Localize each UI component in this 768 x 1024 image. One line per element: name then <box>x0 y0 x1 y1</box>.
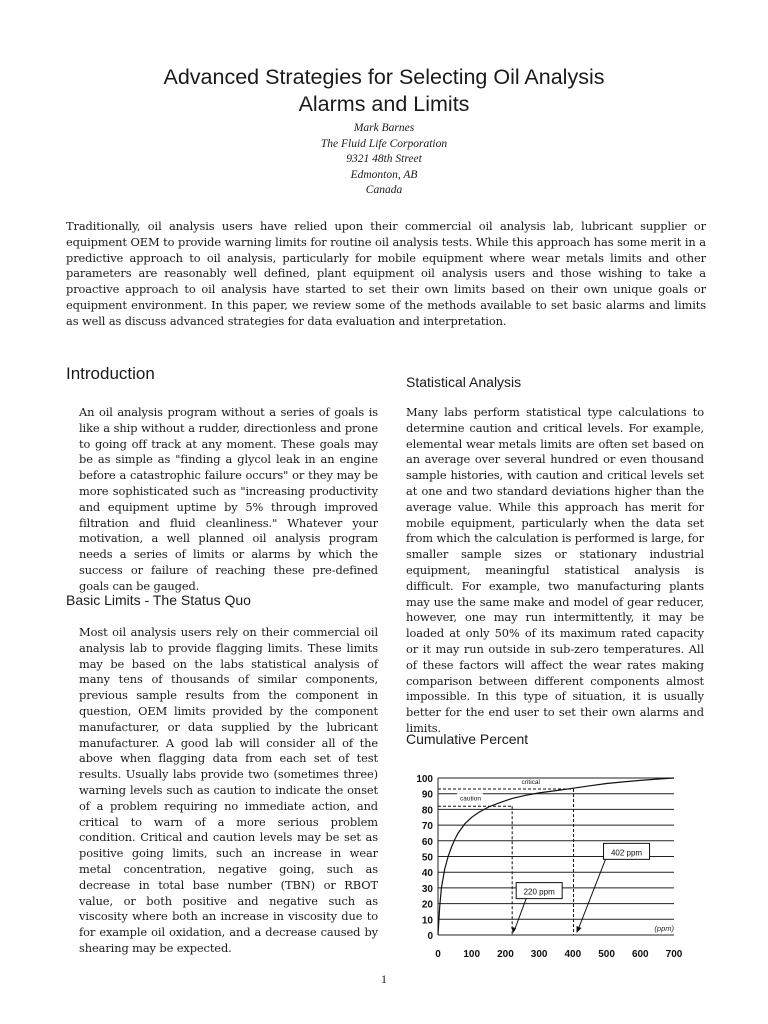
title-line-1: Advanced Strategies for Selecting Oil Analysis <box>163 65 605 89</box>
x-axis-label: (ppm) <box>654 924 674 933</box>
x-tick-label: 600 <box>631 949 649 960</box>
x-tick-label: 200 <box>497 949 514 960</box>
y-tick-label: 90 <box>421 789 433 801</box>
title-line-2: Alarms and Limits <box>298 92 470 116</box>
heading-basic-limits: Basic Limits - The Status Quo <box>66 592 251 608</box>
x-tick-label: 700 <box>665 949 683 960</box>
chart-svg <box>402 763 702 963</box>
y-tick-label: 10 <box>421 915 433 927</box>
y-tick-label: 0 <box>427 931 433 942</box>
statistical-analysis-text: Many labs perform statistical type calculations to determine caution and critical levels. For example, elemental wear metals limits are often set based on an average over several hundred or even thousand sample histories, with caution and critical levels set at one and two standard deviations higher than the average value. While this approach has merit for mobile equipment, particularly when the data set from which the calculation is performed is large, for smaller sample sizes or stationary industrial equipment, meaningful statistical analysis is difficult. For example, two manufacturing plants may use the same make and model of gear reducer, however, one may run intermittently, it may be loaded at only 50% of its maximum rated capacity or it may run outside in sub-zero temperatures. All of these factors will affect the wear rates making comparison between different components almost impossible. In this type of situation, it is usually better for the end user to set their own alarms and limits. <box>406 405 704 735</box>
basic-limits-text: Most oil analysis users rely on their commercial oil analysis lab to provide flagging limits. These limits may be based on the labs statistical analysis of many tens of thousands of similar components, previous sample results from the component in question, OEM limits provided by the component manufacturer, or data supplied by the lubricant manufacturer. A good lab will consider all of the above when flagging data from each set of test results. Usually labs provide two (sometimes three) warning levels such as caution to indicate the onset of a problem requiring no immediate action, and critical to warn of a more serious problem condition. Critical and caution levels may be set as positive going limits, such an increase in wear metal concentration, negative going, such as decrease in total base number (TBN) or RBOT value, or both positive and negative such as viscosity where both an increase in viscosity due to for example oil oxidation, and a decrease caused by shearing may be expected. <box>79 625 378 955</box>
x-tick-label: 0 <box>435 949 441 960</box>
x-tick-label: 100 <box>463 949 481 960</box>
annotation-text-402: 402 ppm <box>610 848 643 858</box>
annotation-text-220: 220 ppm <box>523 887 555 897</box>
y-tick-label: 40 <box>421 868 433 880</box>
annotation-arrowhead-402 <box>577 926 582 933</box>
author-block <box>0 121 768 199</box>
abstract: Traditionally, oil analysis users have relied upon their commercial oil analysis lab, lubricant supplier or equipment OEM to provide warning limits for routine oil analysis tests. While this approach has some merit in a predictive approach to oil analysis, particularly for mobile equipment where wear metals limits and other parameters are reasonably well defined, plant equipment oil analysis users and those wishing to take a proactive approach to oil analysis have started to set their own limits based on their own unique goals or equipment environment. In this paper, we review some of the methods available to set basic alarms and limits as well as discuss advanced strategies for data evaluation and interpretation. <box>66 219 706 328</box>
y-tick-label: 70 <box>421 821 433 833</box>
y-tick-label: 30 <box>421 883 433 895</box>
heading-cumulative-percent: Cumulative Percent <box>406 731 529 747</box>
annotation-arrow-402 <box>578 859 606 931</box>
author-company: The Fluid Life Corporation <box>320 137 448 150</box>
heading-introduction: Introduction <box>66 364 155 383</box>
author-country: Canada <box>365 184 403 196</box>
critical-label: critical <box>521 778 540 786</box>
y-tick-label: 80 <box>421 805 433 817</box>
author-name: Mark Barnes <box>353 122 415 134</box>
paper-title <box>0 64 768 118</box>
y-tick-label: 100 <box>416 774 433 785</box>
y-tick-label: 60 <box>421 836 433 848</box>
heading-statistical-analysis: Statistical Analysis <box>406 374 522 390</box>
y-tick-label: 50 <box>421 852 433 864</box>
introduction-text: An oil analysis program without a series of goals is like a ship without a rudder, directionless and prone to going off track at any moment. These goals may be as simple as "finding a glycol leak in an engine before a catastrophic failure occurs" or they may be more sophisticated such as "increasing productivity and equipment uptime by 5% through improved filtration and fluid cleanliness." Whatever your motivation, a well planned oil analysis program needs a series of limits or alarms by which the success or failure of reaching these pre-defined goals can be gauged. <box>79 405 378 593</box>
x-tick-label: 400 <box>564 949 582 960</box>
y-tick-label: 20 <box>421 899 433 911</box>
cumulative-percent-chart <box>402 763 702 963</box>
author-city: Edmonton, AB <box>350 168 418 181</box>
x-tick-label: 500 <box>598 949 615 960</box>
page-number: 1 <box>381 972 387 986</box>
x-tick-label: 300 <box>530 949 548 960</box>
caution-label: caution <box>460 795 481 803</box>
author-street: 9321 48th Street <box>346 153 422 165</box>
